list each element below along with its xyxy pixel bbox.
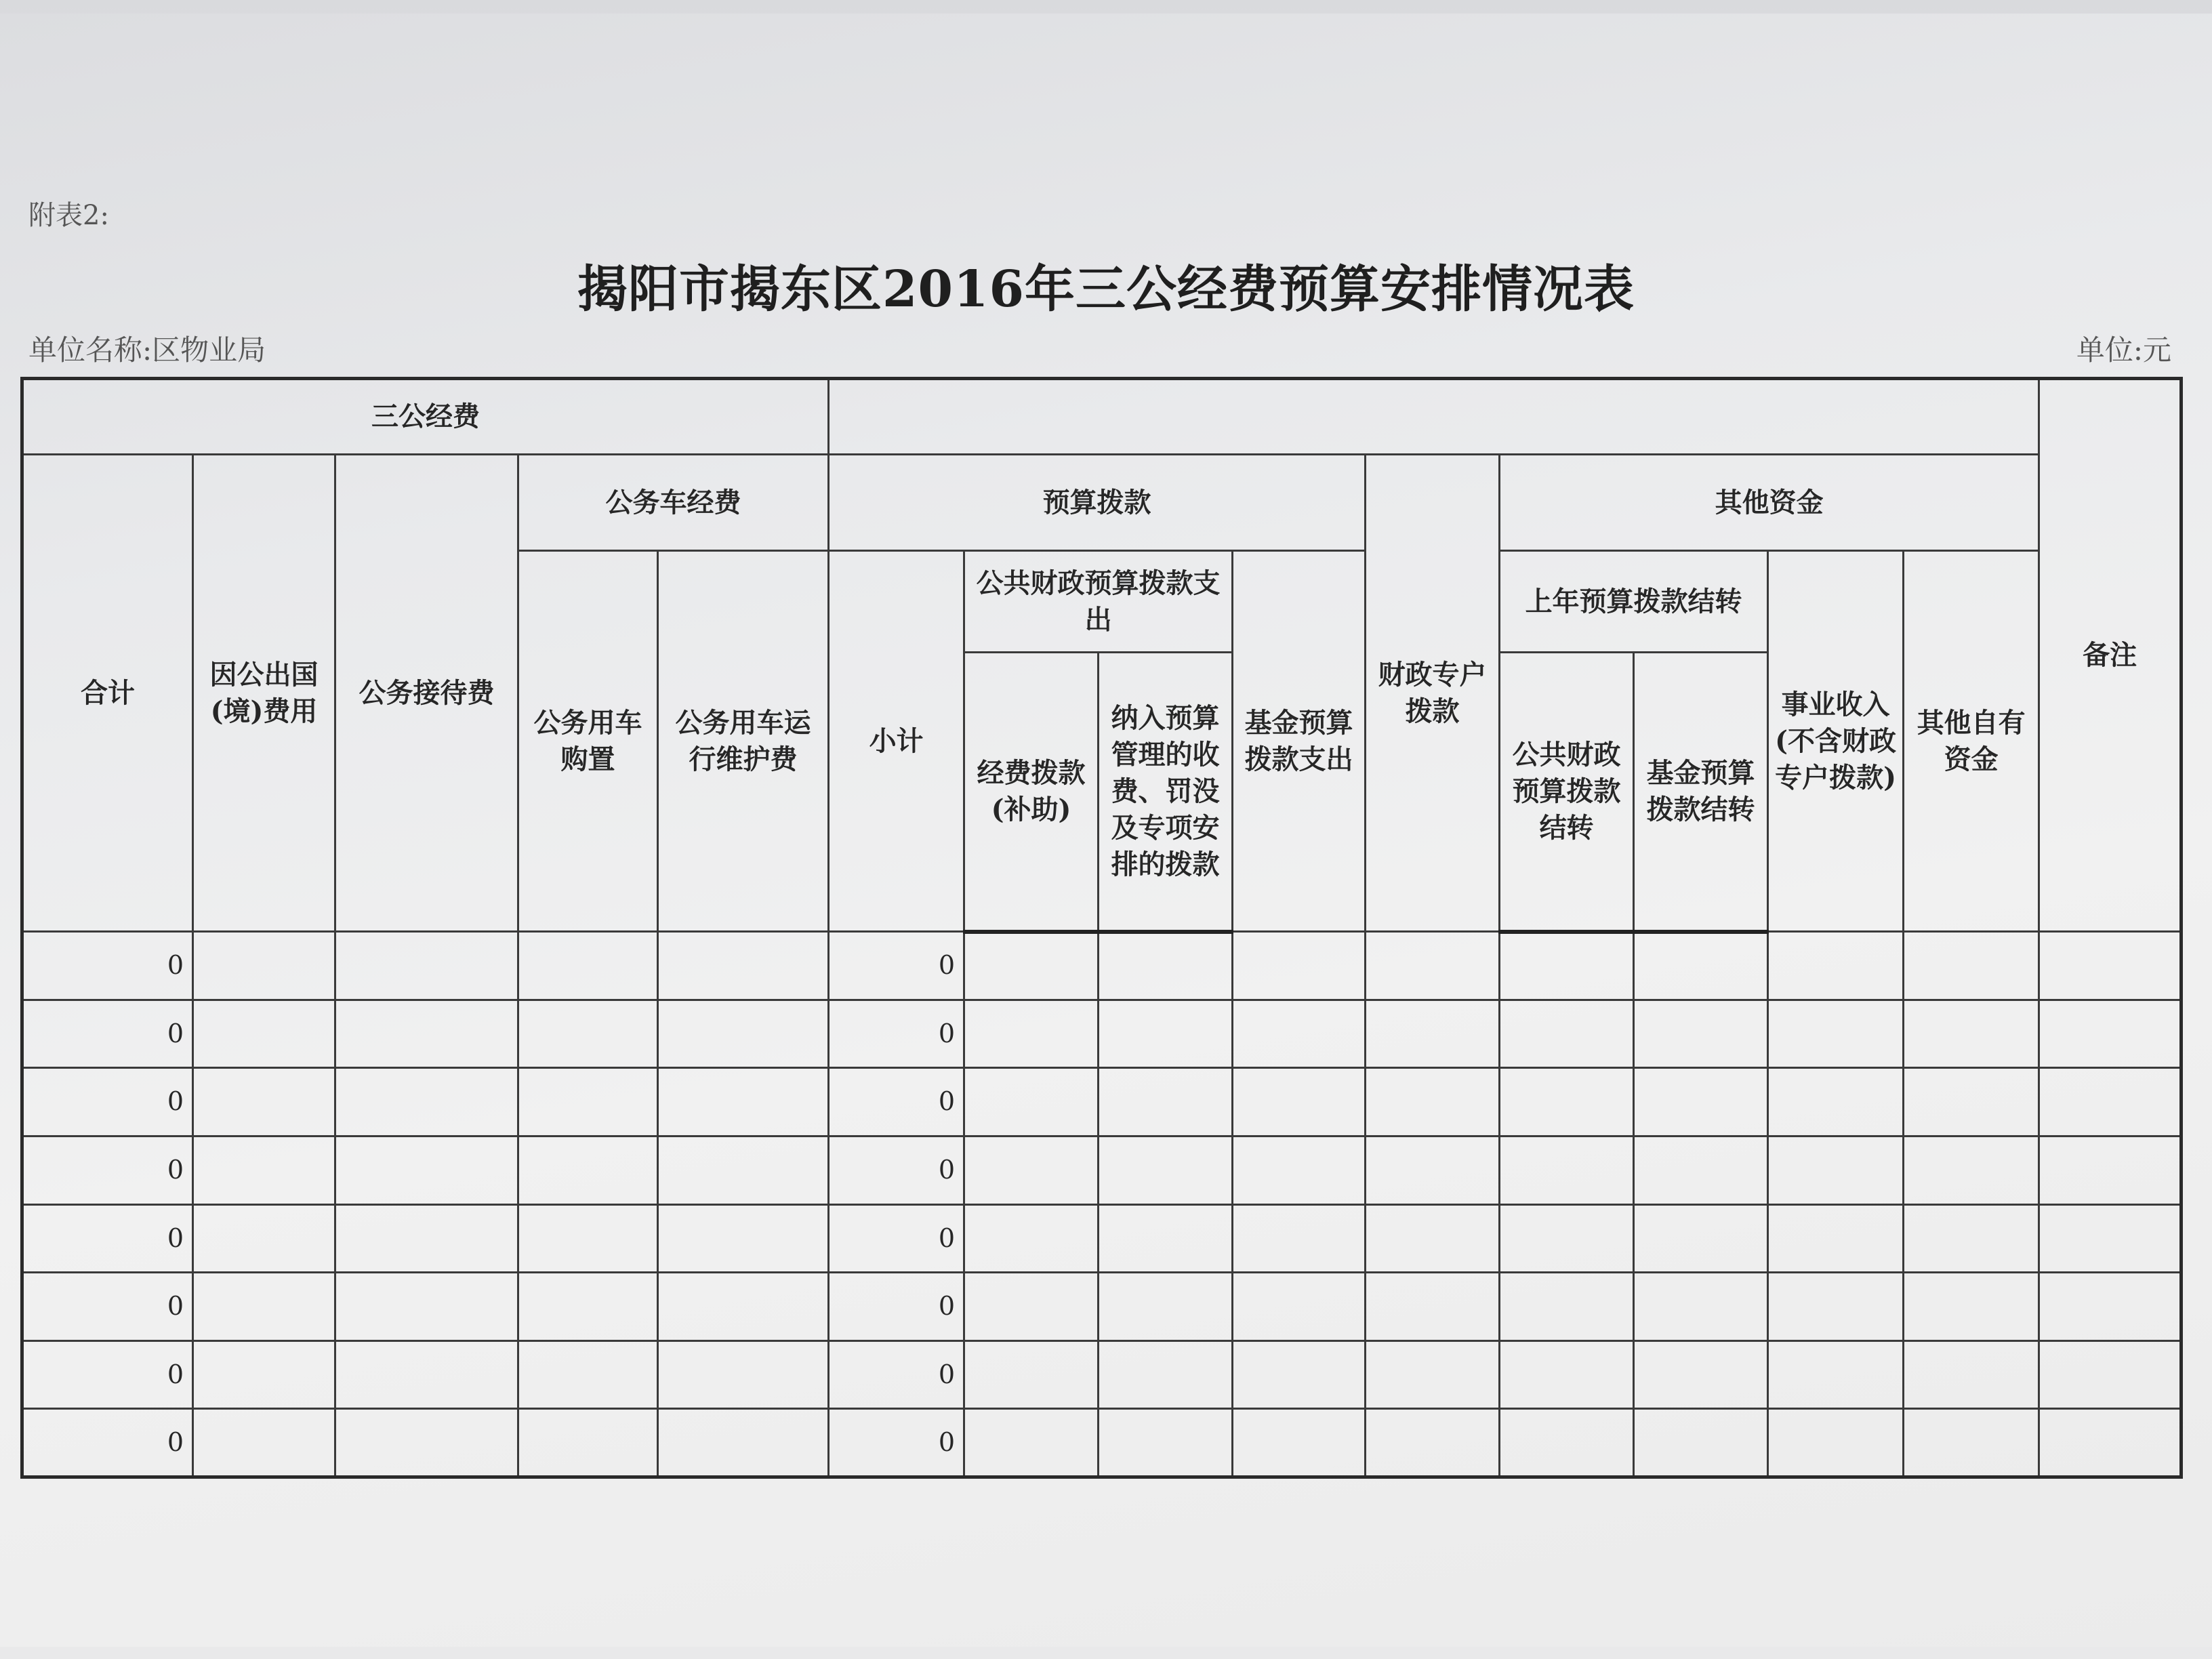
header-remarks: 备注 (2039, 379, 2182, 932)
header-special-account: 财政专户拨款 (1366, 455, 1500, 932)
header-car-purchase: 公务用车购置 (518, 551, 658, 932)
header-last-year-carryover: 上年预算拨款结转 (1500, 551, 1768, 653)
table-row (22, 1340, 2182, 1409)
cell-subtotal: 0 (829, 1340, 964, 1409)
cell-subtotal: 0 (829, 932, 964, 1000)
header-fund-budget: 基金预算拨款支出 (1233, 551, 1366, 932)
cell-total: 0 (22, 1204, 193, 1273)
header-business-income: 事业收入(不含财政专户拨款) (1768, 551, 1904, 932)
header-included-budget: 纳入预算管理的收费、罚没及专项安排的拨款 (1099, 653, 1233, 932)
cell-subtotal: 0 (829, 1273, 964, 1341)
cell-subtotal: 0 (829, 1136, 964, 1204)
budget-table (20, 377, 2183, 1479)
table-row (22, 1136, 2182, 1204)
header-expense-grant: 经费拨款(补助) (964, 653, 1099, 932)
page-title: 揭阳市揭东区2016年三公经费预算安排情况表 (577, 260, 1635, 319)
cell-total: 0 (22, 1000, 193, 1068)
header-blank (829, 379, 2039, 455)
cell-subtotal: 0 (829, 1000, 964, 1068)
cell-total: 0 (22, 1068, 193, 1136)
header-reception: 公务接待费 (335, 455, 518, 932)
header-car-group: 公务车经费 (518, 455, 829, 551)
unit-name-label: 单位名称:区物业局 (28, 333, 266, 367)
header-subtotal: 小计 (829, 551, 964, 932)
header-other-own-funds: 其他自有资金 (1904, 551, 2039, 932)
header-budget-group: 预算拨款 (829, 455, 1366, 551)
cell-subtotal: 0 (829, 1204, 964, 1273)
header-sangong: 三公经费 (22, 379, 829, 455)
header-fund-carryover: 基金预算拨款结转 (1634, 653, 1768, 932)
table-row (22, 1204, 2182, 1273)
table-row (22, 1068, 2182, 1136)
cell-total: 0 (22, 1340, 193, 1409)
cell-total: 0 (22, 1409, 193, 1477)
header-abroad: 因公出国(境)费用 (193, 455, 335, 932)
cell-total: 0 (22, 1273, 193, 1341)
header-other-funds: 其他资金 (1500, 455, 2039, 551)
cell-subtotal: 0 (829, 1409, 964, 1477)
header-car-maintenance: 公务用车运行维护费 (658, 551, 829, 932)
header-public-finance: 公共财政预算拨款支出 (964, 551, 1233, 653)
cell-total: 0 (22, 1136, 193, 1204)
cell-total: 0 (22, 932, 193, 1000)
header-total: 合计 (22, 455, 193, 932)
table-row (22, 1273, 2182, 1341)
cell-subtotal: 0 (829, 1068, 964, 1136)
table-row (22, 932, 2182, 1000)
table-row (22, 1409, 2182, 1477)
table-row (22, 1000, 2182, 1068)
attachment-label: 附表2: (28, 200, 109, 231)
currency-unit-label: 单位:元 (2076, 333, 2171, 367)
header-public-carryover: 公共财政预算拨款结转 (1500, 653, 1634, 932)
